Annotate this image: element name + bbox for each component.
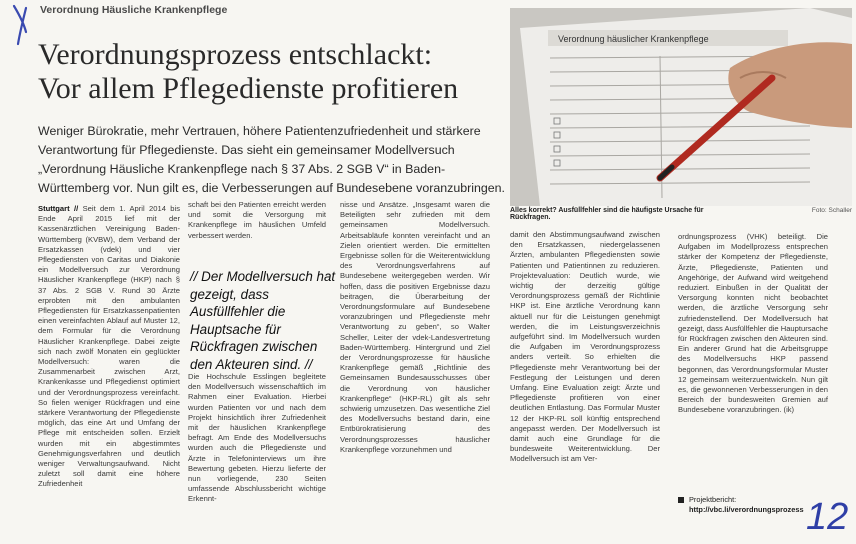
body-column-1 — [38, 204, 180, 544]
photo-credit: Foto: Schaller — [811, 207, 852, 214]
reference-link[interactable]: http://vbc.li/verordnungsprozess — [689, 505, 804, 514]
column-5-text: ordnungsprozess (VHK) beteiligt. Die Aufgaben im Modellprozess entsprechen stärker der Kompetenz der Pflegedienste, Ärzte, Pflegedienste, Patienten und Angehörige, der Aufwand wird weitgehend reduziert. Einbußen in der Qualität der Versorgung konnten nicht beobachtet werden, die ärztliche Versorgung sehr zufriedenstellend. Der Modellversuch hat gezeigt, dass Ausfüllfehler die Hauptursache für Rückfragen zwischen den Akteuren sind. Ein anderer Grund hat die Arbeitsgruppe des Modellversuchs HKP passend begonnen, das Verordnungsformular Muster 12 gemeinsam weiterzuentwickeln. Nun gilt es, die gewonnenen Verbesserungen in den Bereich der bundesweiten Gremien auf Bundesebene voranzubringen. (ik) — [678, 232, 828, 415]
photo-caption: Alles korrekt? Ausfüllfehler sind die häufigste Ursache für Rückfragen. — [510, 207, 704, 221]
headline-line-2: Vor allem Pflegedienste profitieren — [38, 72, 459, 105]
pen-mark-icon — [10, 2, 32, 48]
pull-quote: // Der Modellversuch hat gezeigt, dass Ausfüllfehler die Hauptsache für Rückfragen zwischen den Akteuren sind. // — [190, 269, 336, 372]
column-2-top-text: schaft bei den Patienten erreicht werden und somit die Versorgung mit Krankenpflege im häuslichen Umfeld verbessert werden. — [188, 200, 326, 240]
lead-paragraph: Weniger Bürokratie, mehr Vertrauen, höhere Patientenzufriedenheit und stärkere Verantwortung für Pflegedienste. Das sieht ein gemeinsamer Modellversuch „Verordnung Häusliche Krankenpflege nach § 37 Abs. 2 SGB V“ in Baden-Württemberg vor. Nun gilt es, die Verbesserungen auf Bundesebene voranzubringen. — [38, 124, 506, 195]
body-column-2-lower — [188, 372, 326, 505]
headline-line-1: Verordnungsprozess entschlackt: — [38, 38, 433, 71]
column-4-text: damit den Abstimmungsaufwand zwischen den Ersatzkassen, niedergelassenen Ärzten, ambulanten Pflegediensten sowie Patienten und Patientinnen zu reduzieren. Projektevaluation: Deutlich wurde, wie wichtig der derzeitig gültige Verordnungsprozess gemäß der Richtlinie HKP ist. Eine ärztliche Verordnung kann aktuell nur für die Leistungen genehmigt werden, die im Leistungsverzeichnis aufgeführt sind. Im Modellversuch wurden die Aufgaben im Verordnungsprozess anders verteilt. So erhielten die Pflegedienste mehr Verantwortung bei der Festlegung der Leistungen und deren Umfang. Eine Evaluation zeigt: Ärzte und Pflegedienste profitieren von einer deutlichen Entlastung. Das Formular Muster 12 der HKP-RL soll künftig entsprechend angepasst werden. Der Modellversuch ist damit auch eine Grundlage für die bundesweite Weiterentwicklung. Der Modellversuch ist am Ver- — [510, 230, 660, 464]
body-column-5 — [678, 232, 828, 490]
column-1-text: Seit dem 1. April 2014 bis Ende April 2015 lief mit der Kassenärztlichen Vereinigung Baden-Württemberg (KVBW), dem Verband der Ersatzkassen (vdek) und vier Pflegediensten von Caritas und Diakonie ein Modellversuch zur Verordnung Häuslicher Krankenpflege (HKP) nach § 37 Abs. 2 SGB V. Rund 30 Ärzte erprobten mit den ambulanten Pflegediensten für Ersatzkassenpatienten einen vereinfachten Ablauf auf Muster 12, dem Formular für die Verordnung Häuslicher Krankenpflege. Dabei zeigte sich nach zwölf Monaten ein geglückter Modellversuch: waren die Zusammenarbeit zwischen Arzt, Krankenkasse und Pflegedienst optimiert und der Verordnungsprozess vereinfacht. So fielen weniger Rückfragen und eine stärkere Verantwortung der Pflegedienste möglich, das eine Art und Umfang der Pflege mit entscheiden sollen. Erzielt wurden mit ein abgestimmtes Genehmigungsverfahren und deutlich weniger Verwaltungsaufwand. Nicht zuletzt soll damit eine höhere Zufriedenheit — [38, 204, 180, 489]
form-title: Verordnung häuslicher Krankenpflege — [558, 34, 709, 44]
form-photo-illustration — [510, 8, 852, 206]
kicker: Verordnung Häusliche Krankenpflege — [40, 4, 228, 16]
body-column-2 — [188, 200, 326, 270]
reference-label: Projektbericht: — [689, 495, 737, 504]
article-photo — [510, 8, 852, 206]
bullet-square-icon — [678, 497, 684, 503]
body-column-3 — [340, 200, 490, 540]
body-column-4 — [510, 230, 660, 542]
dateline: Stuttgart // — [38, 204, 79, 213]
page-number: 12 — [806, 496, 849, 538]
column-3-text: nisse und Ansätze. „Insgesamt waren die Beteiligten sehr zufrieden mit dem gemeinsamen Modellversuch. Arbeitsabläufe konnten vereinfacht und an Zielen orientiert werden. Die ermittelten Ergebnisse sollen für die Weiterentwicklung des Verordnungsverfahrens auf Bundesebene weitergegeben werden. Wir hoffen, dass die positiven Ergebnisse dazu beitragen, die Überarbeitung der Verordnungsformulare auf Bundesebene voranzubringen und Pflegedienste mehr Verantwortung zu geben“, so Walter Scheller, Leiter der vdek-Landesvertretung Baden-Württemberg. Hintergrund und Ziel der Verordnungsprozesse für häusliche Krankenpflege gemäß „Richtlinie des Gemeinsamen Bundesausschusses über die Verordnung von häuslicher Krankenpflege“ (HKP-RL) gilt als sehr schwierig umzusetzen. Das wesentliche Ziel des Modellversuchs bestand darin, eine Entbürokratisierung des Verordnungsprozesses häuslicher Krankenpflege vorzunehmen und — [340, 200, 490, 454]
headline — [38, 38, 508, 106]
column-2-bottom-text: Die Hochschule Esslingen begleitete den Modellversuch wissenschaftlich im Rahmen einer Evaluation. Hierbei wurden Patienten vor und nach dem Projekt hinsichtlich ihrer Zufriedenheit mit der häuslichen Krankenpflege befragt. Am Ende des Modellversuchs wurden auch die Pflegedienste und Ärzte in Telefoninterviews um ihre Bewertung gebeten. Hierzu lieferte der nun vorliegende, 230 Seiten umfassende Abschlussbericht wichtige Erkennt- — [188, 372, 326, 504]
